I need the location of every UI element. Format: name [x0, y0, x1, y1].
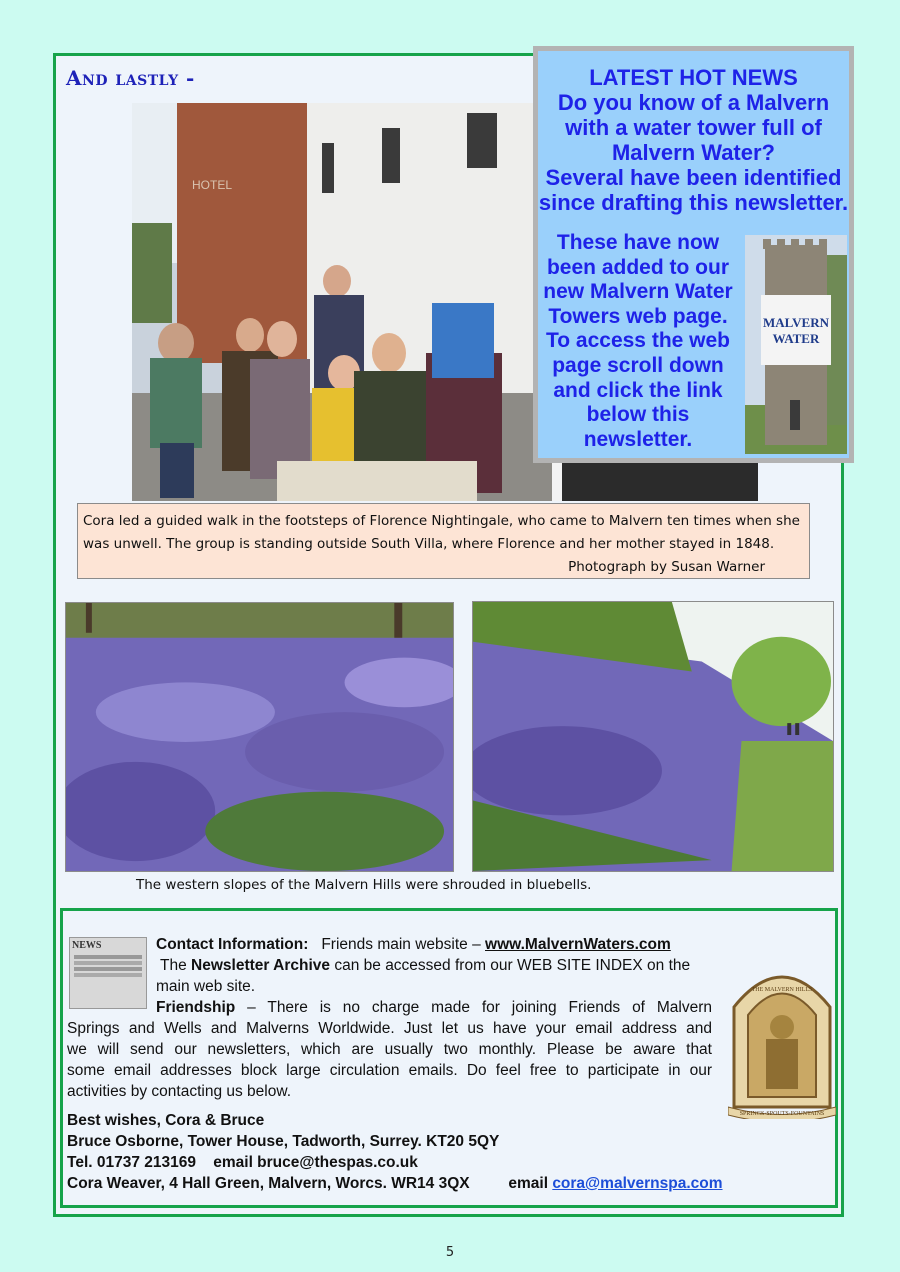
sign-off: Best wishes, Cora & Bruce [67, 1112, 265, 1129]
contact-section [60, 908, 838, 1208]
hot-news-body-line: page scroll down [552, 353, 724, 377]
friendship-line4: some email addresses block large circulation emails. Do feel free to participate in our [67, 1062, 712, 1079]
group-photo-caption [77, 503, 810, 579]
archive-bold: Newsletter Archive [191, 957, 331, 974]
hot-news-body-line: To access the web [545, 329, 731, 353]
hot-news-body-line: Towers web page. [548, 304, 728, 328]
contact-line1 [156, 934, 671, 955]
crest-text: THE MALVERN HILLS [751, 987, 813, 993]
archive-line2: main web site. [156, 978, 256, 995]
hot-news-title-line: with a water tower full of [565, 115, 822, 140]
tower-sign-line2: WATER [772, 331, 820, 346]
bluebells-photo-right [472, 601, 834, 872]
archive-pre: The [160, 957, 187, 974]
archive-post: can be accessed from our WEB SITE INDEX on the [334, 957, 691, 974]
address-bruce: Bruce Osborne, Tower House, Tadworth, Surrey. KT20 5QY [67, 1133, 500, 1150]
hot-news-body-line: newsletter. [583, 427, 693, 451]
friendship-text: – There is no charge made for joining Friends of Malvern [247, 999, 712, 1016]
section-heading: And lastly - [66, 66, 195, 90]
caption-line2: was unwell. The group is standing outside South Villa, where Florence and her mother stayed in 1848. [83, 536, 775, 552]
email-cora-link[interactable]: cora@malvernspa.com [552, 1175, 723, 1192]
hotel-sign-text: HOTEL [192, 178, 233, 192]
hot-news-body-line: These have now [556, 231, 720, 254]
friendship-line5: activities by contacting us below. [67, 1083, 292, 1100]
hot-news-body-line: been added to our [546, 255, 729, 279]
hot-news-body-line: and click the link [553, 378, 723, 402]
email-bruce: email bruce@thespas.co.uk [213, 1154, 418, 1171]
water-tower-photo [745, 235, 847, 454]
archive-line [160, 955, 690, 976]
website-text: Friends main website – [321, 936, 481, 953]
newspaper-icon [69, 937, 147, 1009]
photo-credit: Photograph by Susan Warner [568, 559, 765, 575]
phone: Tel. 01737 213169 [67, 1154, 196, 1171]
bluebells-photo-left [65, 602, 454, 872]
caption-line1: Cora led a guided walk in the footsteps of Florence Nightingale, who came to Malvern ten times when she [83, 513, 800, 529]
phone-email-line [67, 1152, 418, 1173]
hot-news-title-line: Malvern Water? [611, 140, 775, 165]
friendship-label: Friendship [156, 999, 236, 1016]
hot-news-title-line: since drafting this newsletter. [538, 190, 849, 215]
hot-news-body-line: new Malvern Water [543, 280, 733, 304]
friendship-line1 [156, 997, 712, 1018]
hot-news-body [540, 231, 736, 452]
hot-news-title-line: Do you know of a Malvern [557, 90, 830, 115]
email-label: email [508, 1175, 548, 1192]
address-cora-line [67, 1173, 723, 1194]
malvern-crest-icon [728, 957, 836, 1119]
address-cora: Cora Weaver, 4 Hall Green, Malvern, Worcs. WR14 3QX [67, 1175, 470, 1192]
hot-news-body-line: below this [586, 403, 690, 427]
crest-motto: SPRINGS·SPOUTS·FOUNTAINS [739, 1111, 825, 1117]
bluebells-caption: The western slopes of the Malvern Hills were shrouded in bluebells. [136, 877, 592, 893]
hot-news-title [538, 65, 849, 215]
hot-news-title-line: LATEST HOT NEWS [589, 65, 798, 90]
page-number: 5 [445, 1245, 455, 1260]
friendship-line3: we will send our newsletters, which are usually two monthly. Please be aware that [67, 1041, 712, 1058]
contact-label: Contact Information: [156, 936, 309, 953]
friendship-line2: Springs and Wells and Malverns Worldwide. Just let us have your email address and [67, 1020, 712, 1037]
hot-news-title-line: Several have been identified [545, 165, 842, 190]
website-link[interactable]: www.MalvernWaters.com [485, 936, 671, 953]
tower-sign-line1: MALVERN [763, 315, 829, 330]
newspaper-icon-text: NEWS [72, 940, 102, 951]
